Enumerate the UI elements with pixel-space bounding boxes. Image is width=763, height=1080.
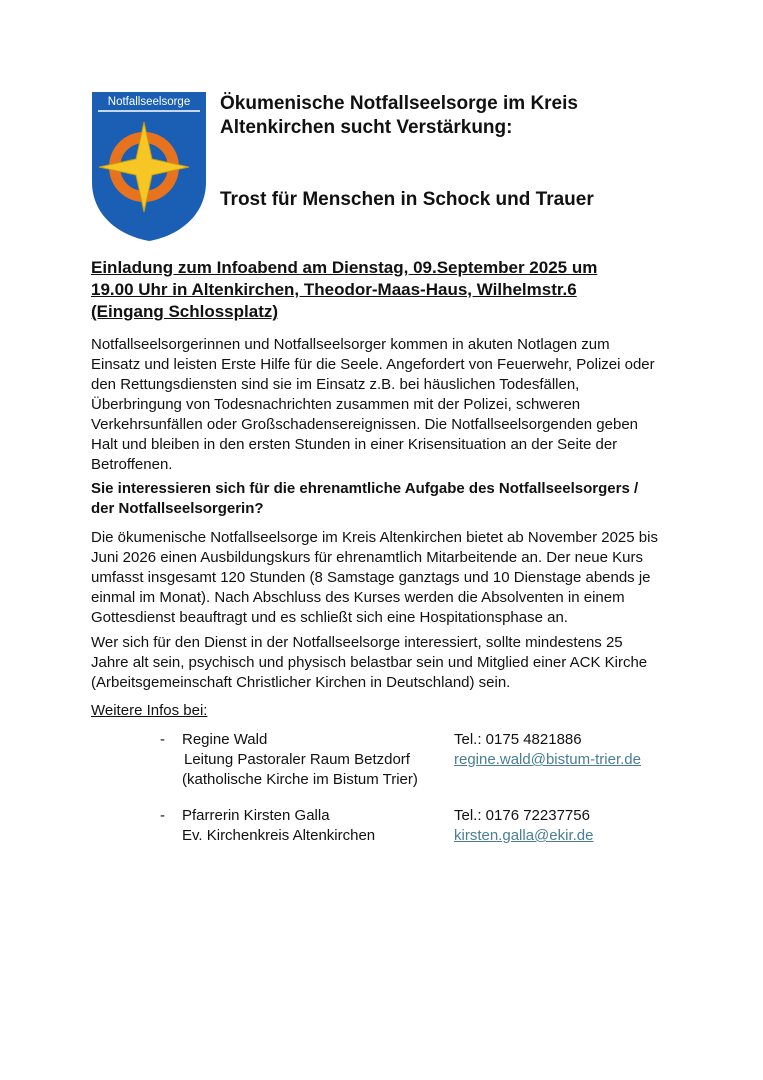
- paragraph-line: Jahre alt sein, psychisch und physisch belastbar sein und Mitglied einer ACK Kirche: [91, 654, 648, 671]
- paragraph-line: Halt und bleiben in den ersten Stunden in einer Krisensituation an der Seite der: [91, 436, 618, 453]
- invitation-heading: [91, 257, 691, 323]
- contact-org: (katholische Kirche im Bistum Trier): [182, 771, 418, 788]
- paragraph-line: Die ökumenische Notfallseelsorge im Kreis Altenkirchen bietet ab November 2025 bis: [91, 529, 658, 546]
- course-paragraph: [91, 528, 686, 628]
- list-dash: -: [160, 807, 165, 824]
- list-dash: -: [160, 731, 165, 748]
- contact-name: Regine Wald: [182, 731, 268, 748]
- more-info-label: Weitere Infos bei:: [91, 702, 208, 719]
- contact-email-link[interactable]: regine.wald@bistum-trier.de: [454, 751, 641, 768]
- notfallseelsorge-logo: [90, 90, 208, 242]
- logo-label: Notfallseelsorge: [107, 96, 191, 108]
- title-line-1: Ökumenische Notfallseelsorge im Kreis: [220, 93, 578, 114]
- title-line-2: Altenkirchen sucht Verstärkung:: [220, 117, 513, 138]
- page-title: [220, 92, 720, 140]
- contact-name: Pfarrerin Kirsten Galla: [182, 807, 330, 824]
- contact-phone: Tel.: 0176 72237756: [454, 807, 590, 824]
- paragraph-line: Betroffenen.: [91, 456, 173, 473]
- paragraph-line: Juni 2026 einen Ausbildungskurs für ehrenamtlich Mitarbeitende an. Der neue Kurs: [91, 549, 643, 566]
- paragraph-line: einmal im Monat). Nach Abschluss des Kurses werden die Absolventen in einem: [91, 589, 625, 606]
- contact-phone: Tel.: 0175 4821886: [454, 731, 582, 748]
- contact-role: Leitung Pastoraler Raum Betzdorf: [184, 751, 410, 768]
- requirements-paragraph: [91, 633, 686, 693]
- contact-role: Ev. Kirchenkreis Altenkirchen: [182, 827, 376, 844]
- paragraph-line: Überbringung von Todesnachrichten zusammen mit der Polizei, schweren: [91, 396, 581, 413]
- paragraph-line: Wer sich für den Dienst in der Notfallseelsorge interessiert, sollte mindestens 25: [91, 634, 623, 651]
- question-heading: [91, 479, 686, 519]
- invitation-line-3: (Eingang Schlossplatz): [91, 302, 279, 321]
- paragraph-line: den Rettungsdiensten sind sie im Einsatz z.B. bei häuslichen Todesfällen,: [91, 376, 580, 393]
- question-line: der Notfallseelsorgerin?: [91, 500, 264, 517]
- intro-paragraph: [91, 335, 686, 475]
- invitation-line-1: Einladung zum Infoabend am Dienstag, 09.September 2025 um: [91, 258, 598, 277]
- invitation-line-2: 19.00 Uhr in Altenkirchen, Theodor-Maas-Haus, Wilhelmstr.6: [91, 280, 577, 299]
- contact-email-link[interactable]: kirsten.galla@ekir.de: [454, 827, 594, 844]
- shield-logo-icon: [90, 90, 208, 242]
- paragraph-line: (Arbeitsgemeinschaft Christlicher Kirchen in Deutschland) sein.: [91, 674, 511, 691]
- paragraph-line: Notfallseelsorgerinnen und Notfallseelsorger kommen in akuten Notlagen zum: [91, 336, 610, 353]
- paragraph-line: Verkehrsunfällen oder Großschadensereignissen. Die Notfallseelsorgenden geben: [91, 416, 639, 433]
- question-line: Sie interessieren sich für die ehrenamtliche Aufgabe des Notfallseelsorgers /: [91, 480, 639, 497]
- paragraph-line: Einsatz und leisten Erste Hilfe für die Seele. Angefordert von Feuerwehr, Polizei oder: [91, 356, 655, 373]
- paragraph-line: umfasst insgesamt 120 Stunden (8 Samstage ganztags und 10 Dienstage abends je: [91, 569, 651, 586]
- page-subtitle: Trost für Menschen in Schock und Trauer: [220, 189, 594, 210]
- paragraph-line: Gottesdienst beauftragt und es schließt sich eine Hospitationsphase an.: [91, 609, 568, 626]
